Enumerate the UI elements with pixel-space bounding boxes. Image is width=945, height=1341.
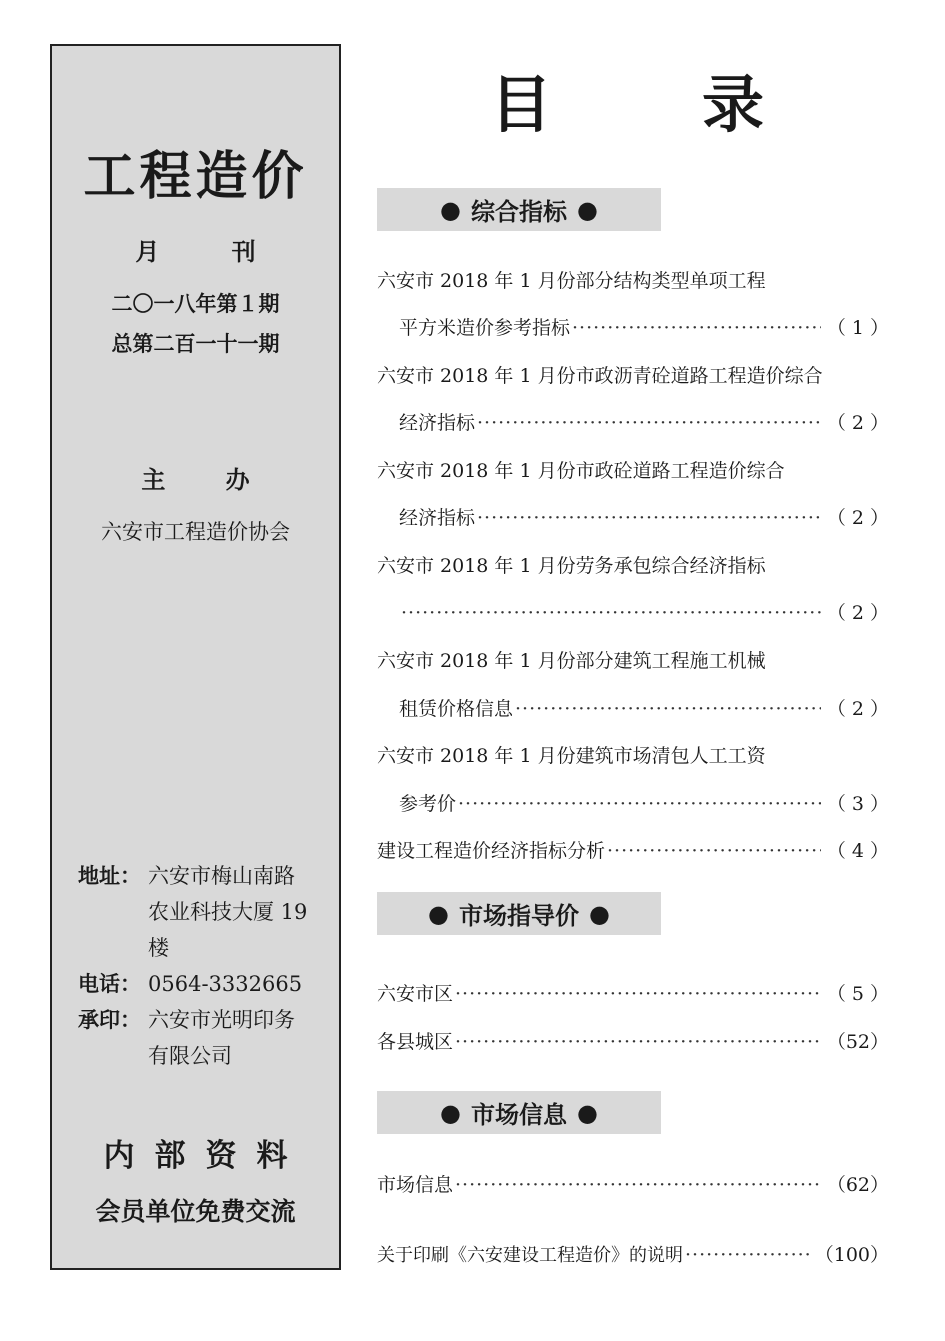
dot-leader — [607, 840, 821, 862]
toc-entry[interactable] — [399, 598, 889, 625]
section-header-label: 市场信息 — [471, 1101, 567, 1129]
free-exchange-label: 会员单位免费交流 — [95, 1197, 296, 1226]
phone-value: 0564-3332665 — [148, 972, 303, 996]
toc-page-number: （100） — [814, 1244, 889, 1266]
toc-page-number: （ 5 ） — [826, 983, 889, 1005]
toc-page-number: （ 4 ） — [826, 840, 889, 862]
toc-entry-text: 各县城区 — [377, 1031, 454, 1053]
toc-page-number: （ 2 ） — [826, 412, 889, 434]
toc-entry[interactable] — [399, 789, 889, 816]
address-line: 楼 — [148, 936, 169, 960]
bullet-icon: ● — [589, 899, 610, 928]
toc-entry-text: 市场信息 — [377, 1174, 454, 1196]
dot-leader — [477, 412, 821, 434]
toc-entry-note[interactable] — [377, 1240, 889, 1267]
section-header-comprehensive — [377, 188, 661, 231]
toc-entry[interactable] — [399, 408, 889, 435]
dot-leader — [455, 1031, 821, 1053]
toc-page-number: （ 1 ） — [826, 317, 889, 339]
toc-title: 目录 — [490, 68, 915, 141]
toc-entry[interactable] — [377, 836, 889, 863]
toc-entry-text: 建设工程造价经济指标分析 — [377, 840, 606, 862]
bullet-icon: ● — [428, 899, 449, 928]
toc-entry-text: 平方米造价参考指标 — [399, 317, 571, 339]
toc-entry-text: 经济指标 — [399, 412, 476, 434]
dot-leader — [685, 1244, 809, 1266]
sidebar-panel — [50, 44, 341, 1270]
toc-entry-line[interactable]: 六安市 2018 年 1 月份市政砼道路工程造价综合 — [377, 460, 785, 482]
section-header-label: 市场指导价 — [459, 902, 579, 930]
dot-leader — [455, 1174, 821, 1196]
address-line: 农业科技大厦 19 — [148, 900, 308, 924]
toc-entry[interactable] — [377, 979, 889, 1006]
bullet-icon: ● — [440, 195, 461, 224]
section-header-market-info — [377, 1091, 661, 1134]
toc-page-number: （52） — [826, 1031, 889, 1053]
toc-entry-text: 六安市区 — [377, 983, 454, 1005]
toc-page-number: （ 2 ） — [826, 698, 889, 720]
toc-entry-text: 经济指标 — [399, 507, 476, 529]
bullet-icon: ● — [440, 1098, 461, 1127]
phone-label: 电话： — [78, 971, 141, 996]
section-header-label: 综合指标 — [471, 198, 567, 226]
dot-leader — [572, 317, 821, 339]
section-header-market-price — [377, 892, 661, 935]
toc-entry[interactable] — [377, 1170, 889, 1197]
toc-entry-line[interactable]: 六安市 2018 年 1 月份劳务承包综合经济指标 — [377, 555, 766, 577]
toc-entry-text: 关于印刷《六安建设工程造价》的说明 — [377, 1245, 683, 1266]
address-row — [78, 858, 326, 966]
printer-line: 有限公司 — [148, 1044, 232, 1068]
publication-frequency: 月 刊 — [135, 237, 288, 266]
address-value — [148, 858, 326, 966]
host-organization: 六安市工程造价协会 — [101, 520, 290, 544]
issue-number: 二〇一八年第１期 — [111, 291, 280, 316]
toc-entry-line[interactable]: 六安市 2018 年 1 月份部分结构类型单项工程 — [377, 270, 766, 292]
toc-page-number: （ 2 ） — [826, 602, 889, 624]
toc-entry[interactable] — [399, 694, 889, 721]
toc-page-number: （62） — [826, 1174, 889, 1196]
toc-entry[interactable] — [399, 313, 889, 340]
toc-entry-line[interactable]: 六安市 2018 年 1 月份市政沥青砼道路工程造价综合 — [377, 365, 823, 387]
dot-leader — [477, 507, 821, 529]
total-issue-number: 总第二百一十一期 — [111, 331, 280, 356]
dot-leader — [401, 602, 821, 624]
printer-value — [148, 1002, 326, 1074]
dot-leader — [515, 698, 821, 720]
printer-label: 承印： — [78, 1007, 141, 1032]
host-label: 主 办 — [141, 465, 276, 494]
contact-info — [78, 858, 326, 1074]
bullet-icon: ● — [577, 195, 598, 224]
dot-leader — [455, 983, 821, 1005]
toc-entry[interactable] — [377, 1027, 889, 1054]
toc-entry[interactable] — [399, 503, 889, 530]
toc-page-number: （ 3 ） — [826, 793, 889, 815]
journal-title: 工程造价 — [83, 146, 308, 207]
printer-line: 六安市光明印务 — [148, 1008, 295, 1032]
dot-leader — [458, 793, 821, 815]
address-label: 地址： — [78, 863, 141, 888]
toc-entry-text: 租赁价格信息 — [399, 698, 514, 720]
toc-entry-line[interactable]: 六安市 2018 年 1 月份建筑市场清包人工工资 — [377, 745, 766, 767]
internal-material-label: 内部资料 — [103, 1138, 308, 1174]
printer-row — [78, 1002, 326, 1074]
bullet-icon: ● — [577, 1098, 598, 1127]
toc-entry-line[interactable]: 六安市 2018 年 1 月份部分建筑工程施工机械 — [377, 650, 766, 672]
phone-row — [78, 966, 326, 1002]
toc-entry-text: 参考价 — [399, 793, 457, 815]
address-line: 六安市梅山南路 — [148, 864, 295, 888]
toc-page-number: （ 2 ） — [826, 507, 889, 529]
